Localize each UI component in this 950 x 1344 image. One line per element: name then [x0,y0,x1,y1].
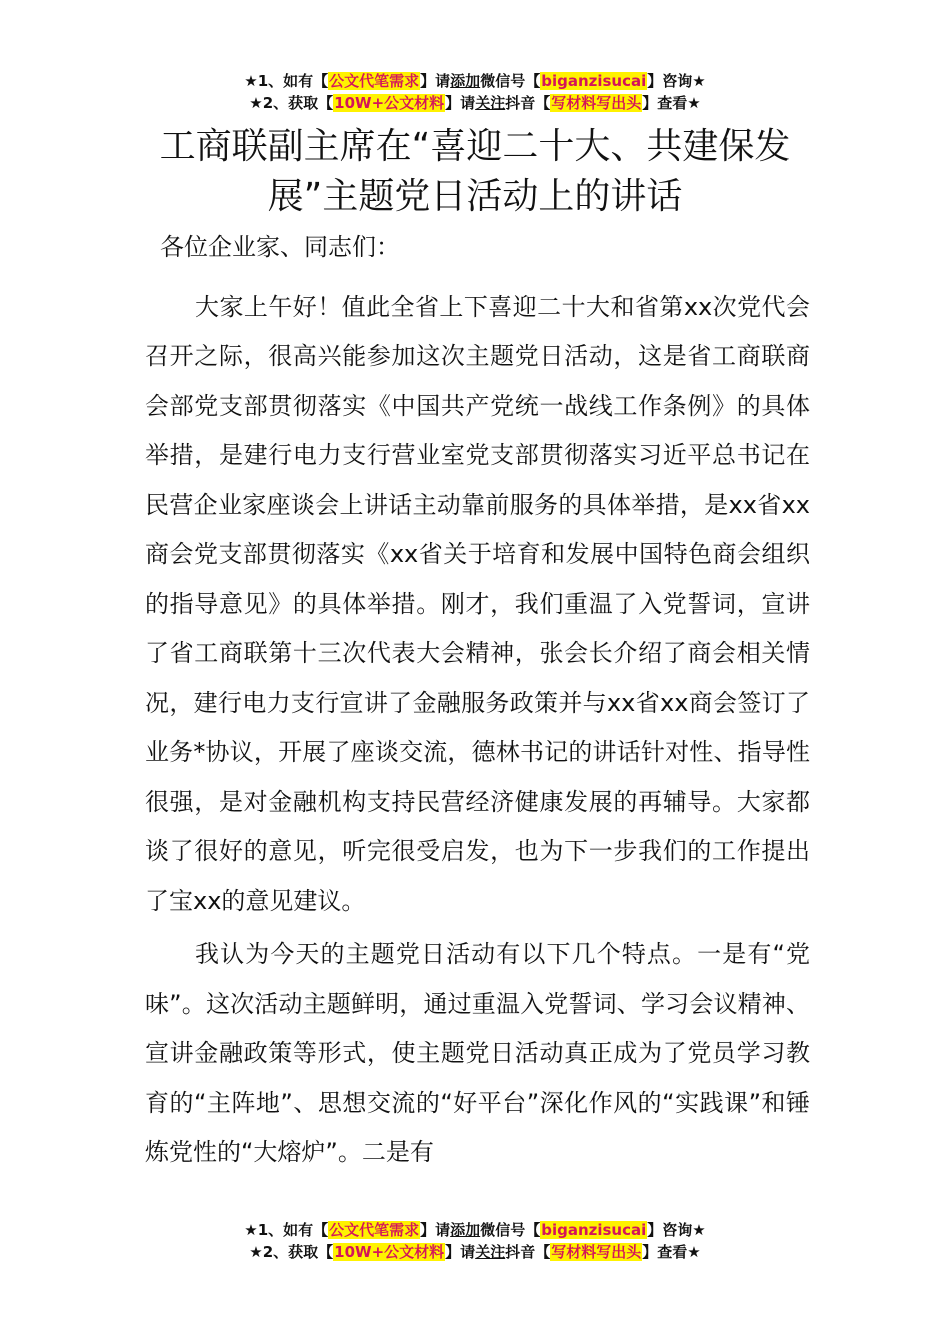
document-title-line-2: 展”主题党日活动上的讲话 [267,176,683,217]
banner-highlight-douyin-account: 写材料写出头 [551,1243,642,1261]
banner-text: 2、获取【 [262,1243,334,1261]
footer-banner-line-2 [0,1241,950,1263]
star-icon: ★ [687,94,701,112]
banner-text: 】咨询 [647,72,693,90]
paragraph: 我认为今天的主题党日活动有以下几个特点。一是有“党味”。这次活动主题鲜明，通过重温入党誓词、学习会议精神、宣讲金融政策等形式，使主题党日活动真正成为了党员学习教育的“主阵地”、思想交流的“好平台”深化作风的“实践课”和锤炼党性的“大熔炉”。二是有 [145,940,810,1166]
banner-highlight-service: 公文代笔需求 [329,72,420,90]
salutation: 各位企业家、同志们： [160,233,400,261]
banner-underline-text: 关注 [475,1243,506,1261]
banner-text: 】咨询 [647,1221,693,1239]
header-banner-line-2 [0,92,950,114]
banner-highlight-materials: 10W+公文材料 [334,94,445,112]
footer-banner [0,1219,950,1263]
star-icon: ★ [249,1243,263,1261]
banner-text: 1、如有【 [257,1221,329,1239]
banner-text: 抖音【 [505,1243,551,1261]
star-icon: ★ [692,72,706,90]
banner-text: 2、获取【 [262,94,334,112]
banner-text: 抖音【 [505,94,551,112]
banner-underline-text: 关注 [475,94,506,112]
banner-highlight-douyin-account: 写材料写出头 [551,94,642,112]
banner-text: 微信号【 [480,72,541,90]
document-title [120,122,830,222]
footer-banner-line-1 [0,1219,950,1241]
star-icon: ★ [692,1221,706,1239]
banner-text: 】请 [445,94,476,112]
banner-text: 微信号【 [480,1221,541,1239]
banner-text: 】查看 [642,94,688,112]
banner-underline-text: 添加 [450,72,481,90]
header-banner [0,70,950,114]
banner-text: 1、如有【 [257,72,329,90]
header-banner-line-1 [0,70,950,92]
paragraph: 大家上午好！值此全省上下喜迎二十大和省第xx次党代会召开之际，很高兴能参加这次主题党日活动，这是省工商联商会部党支部贯彻落实《中国共产党统一战线工作条例》的具体举措，是建行电力支行营业室党支部贯彻落实习近平总书记在民营企业家座谈会上讲话主动靠前服务的具体举措，是xx省xx商会党支部贯彻落实《xx省关于培育和发展中国特色商会组织的指导意见》的具体举措。刚才，我们重温了入党誓词，宣讲了省工商联第十三次代表大会精神，张会长介绍了商会相关情况，建行电力支行宣讲了金融服务政策并与xx省xx商会签订了业务*协议，开展了座谈交流，德林书记的讲话针对性、指导性很强，是对金融机构支持民营经济健康发展的再辅导。大家都谈了很好的意见，听完很受启发，也为下一步我们的工作提出了宝xx的意见建议。 [145,292,810,915]
banner-highlight-wechat-id: biganzisucai [541,72,647,90]
banner-text: 】请 [420,1221,451,1239]
document-title-line-1: 工商联副主席在“喜迎二十大、共建保发 [159,126,791,167]
star-icon: ★ [244,1221,258,1239]
star-icon: ★ [687,1243,701,1261]
banner-highlight-materials: 10W+公文材料 [334,1243,445,1261]
star-icon: ★ [249,94,263,112]
banner-highlight-service: 公文代笔需求 [329,1221,420,1239]
banner-highlight-wechat-id: biganzisucai [541,1221,647,1239]
banner-text: 】请 [420,72,451,90]
star-icon: ★ [244,72,258,90]
banner-underline-text: 添加 [450,1221,481,1239]
document-body [145,223,810,1178]
banner-text: 】请 [445,1243,476,1261]
banner-text: 】查看 [642,1243,688,1261]
